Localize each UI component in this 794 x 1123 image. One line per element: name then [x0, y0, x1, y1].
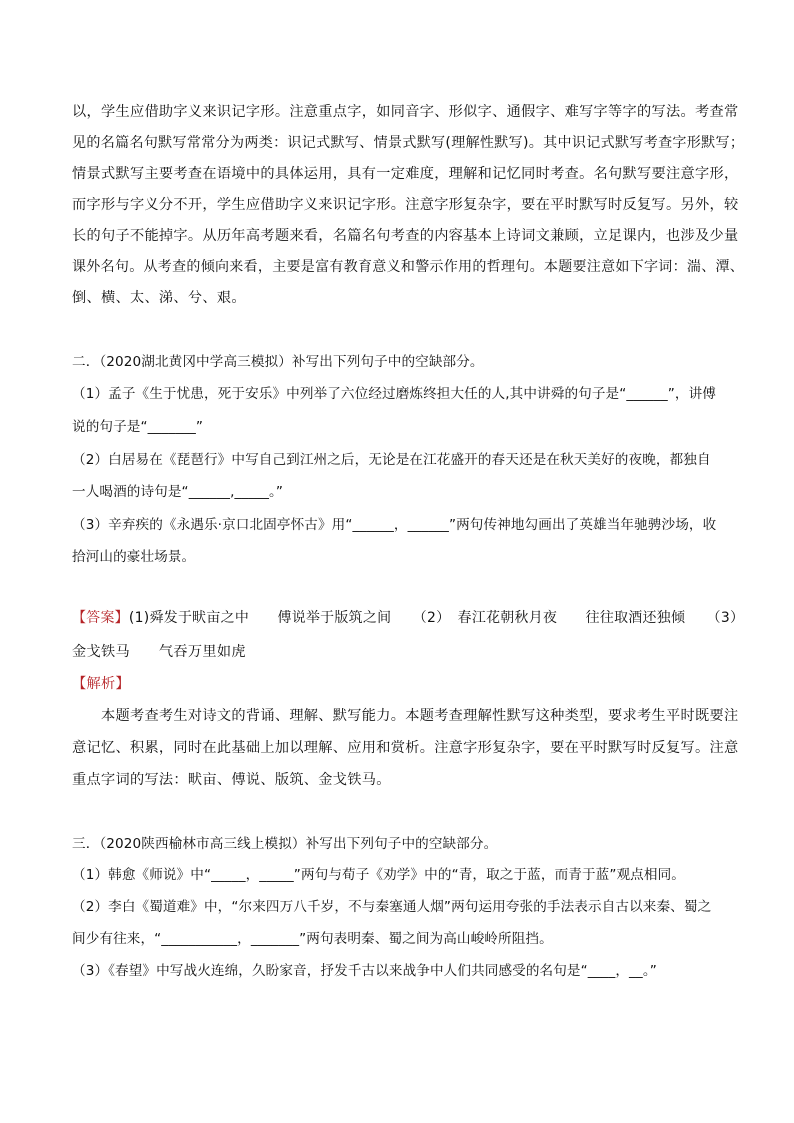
question-item: 一人喝酒的诗句是“______,_____。” [72, 484, 284, 500]
question-item: 拾河山的豪壮场景。 [72, 549, 196, 565]
question-item: （1）韩愈《师说》中“_____，_____”两句与荀子《劝学》中的“青，取之于蓝，而青于蓝”观点相同。 [72, 867, 685, 883]
analysis-line: 本题考查考生对诗文的背诵、理解、默写能力。本题考查理解性默写这种类型，要求考生平时既要注 [72, 708, 739, 724]
analysis-line: 意记忆、积累，同时在此基础上加以理解、应用和赏析。注意字形复杂字，要在平时默写时反复写。注意 [72, 740, 739, 756]
analysis-label: 【解析】 [72, 676, 130, 692]
question-item: （3）辛弃疾的《永遇乐·京口北固亭怀古》用“______，______”两句传神地勾画出了英雄当年驰骋沙场，收 [72, 517, 717, 533]
question-item: 说的句子是“_______” [72, 419, 204, 435]
analysis-line: 重点字词的写法：畎亩、傅说、版筑、金戈铁马。 [72, 772, 391, 788]
question-header: 二．（2020湖北黄冈中学高三模拟）补写出下列句子中的空缺部分。 [72, 354, 484, 370]
intro-line: 情景式默写主要考查在语境中的具体运用，具有一定难度，理解和记忆同时考查。名句默写要注意字形， [72, 166, 739, 182]
question-item: （1）孟子《生于忧患，死于安乐》中列举了六位经过磨炼终担大任的人,其中讲舜的句子是“______”，讲傅 [72, 386, 716, 402]
answer-label: 【答案】 [72, 610, 129, 626]
answer-text: (1)舜发于畎亩之中 傅说举于版筑之间 （2） 春江花朝秋月夜 往往取酒还独倾 （3） [128, 610, 745, 626]
intro-line: 见的名篇名句默写常常分为两类：识记式默写、情景式默写(理解性默写)。其中识记式默写考查字形默写； [72, 135, 745, 151]
question-header: 三．（2020陕西榆林市高三线上模拟）补写出下列句子中的空缺部分。 [72, 836, 498, 852]
question-item: （3）《春望》中写战火连绵，久盼家音，抒发千古以来战争中人们共同感受的名句是“____，__。” [72, 963, 657, 979]
intro-line: 长的句子不能掉字。从历年高考题来看，名篇名句考查的内容基本上诗词文兼顾，立足课内，也涉及少量 [72, 228, 739, 244]
question-item: （2）李白《蜀道难》中，“尔来四万八千岁，不与秦塞通人烟”两句运用夸张的手法表示自古以来秦、蜀之 [72, 899, 712, 915]
question-item: 间少有往来，“___________，_______”两句表明秦、蜀之间为高山峻岭所阻挡。 [72, 931, 553, 947]
intro-line: 而字形与字义分不开，学生应借助字义来识记字形。注意字形复杂字，要在平时默写时反复写。另外，较 [72, 197, 739, 213]
intro-line: 倒、横、太、涕、兮、艰。 [72, 290, 246, 306]
answer-line [72, 607, 744, 629]
answer-line: 金戈铁马 气吞万里如虎 [72, 644, 246, 660]
intro-line: 以，学生应借助字义来识记字形。注意重点字，如同音字、形似字、通假字、难写字等字的写法。考查常 [72, 104, 739, 120]
question-item: （2）白居易在《琵琶行》中写自己到江州之后，无论是在江花盛开的春天还是在秋天美好的夜晚，都独自 [72, 452, 711, 468]
intro-line: 课外名句。从考查的倾向来看，主要是富有教育意义和警示作用的哲理句。本题要注意如下字词：湍、潭、 [72, 259, 745, 275]
